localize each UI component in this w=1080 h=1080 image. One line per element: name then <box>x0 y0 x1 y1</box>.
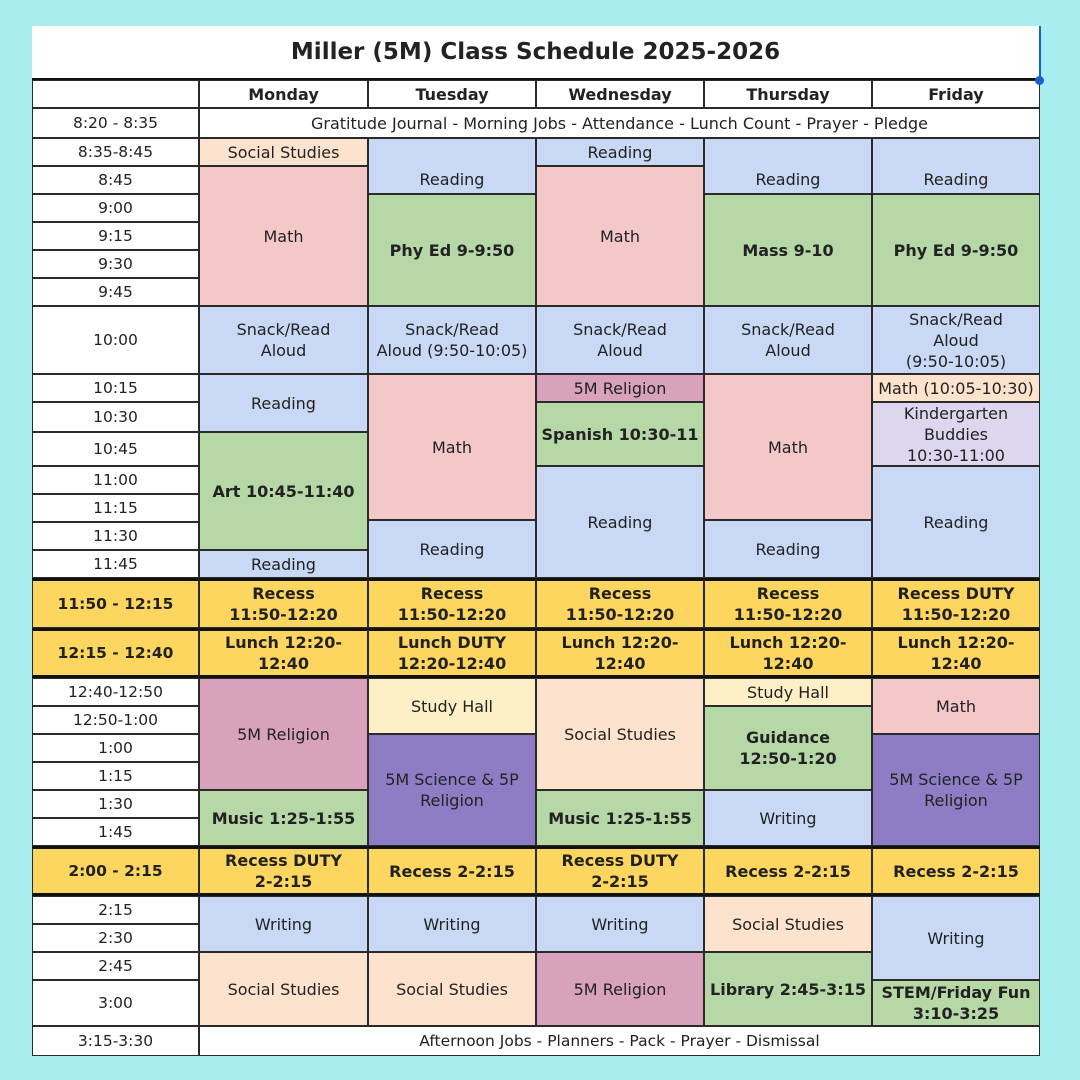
tue-lunch-duty[interactable]: Lunch DUTY 12:20-12:40 <box>368 628 536 678</box>
fri-recess-duty[interactable]: Recess DUTY 11:50-12:20 <box>872 578 1040 628</box>
tue-study-hall[interactable]: Study Hall <box>368 678 536 734</box>
mon-reading[interactable]: Reading <box>199 374 368 432</box>
tue-recess[interactable]: Recess 11:50-12:20 <box>368 578 536 628</box>
thu-reading[interactable]: Reading <box>704 138 872 194</box>
tue-reading-2[interactable]: Reading <box>368 520 536 578</box>
header-monday[interactable]: Monday <box>199 80 368 108</box>
wed-spanish[interactable]: Spanish 10:30-11 <box>536 402 704 466</box>
tue-snack[interactable]: Snack/Read Aloud (9:50-10:05) <box>368 306 536 374</box>
tue-science[interactable]: 5M Science & 5P Religion <box>368 734 536 846</box>
cell-selection-line <box>1039 26 1041 80</box>
mon-art[interactable]: Art 10:45-11:40 <box>199 432 368 550</box>
time-cell[interactable]: 11:30 <box>32 522 199 550</box>
thu-snack[interactable]: Snack/Read Aloud <box>704 306 872 374</box>
time-cell[interactable]: 12:40-12:50 <box>32 678 199 706</box>
thu-recess[interactable]: Recess 11:50-12:20 <box>704 578 872 628</box>
fri-math[interactable]: Math (10:05-10:30) <box>872 374 1040 402</box>
time-cell[interactable]: 1:45 <box>32 818 199 846</box>
time-cell[interactable]: 9:15 <box>32 222 199 250</box>
fri-lunch[interactable]: Lunch 12:20-12:40 <box>872 628 1040 678</box>
cell-selection-handle[interactable] <box>1035 76 1044 85</box>
time-cell[interactable]: 8:45 <box>32 166 199 194</box>
mon-social-studies-2[interactable]: Social Studies <box>199 952 368 1026</box>
thu-library[interactable]: Library 2:45-3:15 <box>704 952 872 1026</box>
mon-religion[interactable]: 5M Religion <box>199 678 368 790</box>
time-cell[interactable]: 1:30 <box>32 790 199 818</box>
fri-science[interactable]: 5M Science & 5P Religion <box>872 734 1040 846</box>
tue-math[interactable]: Math <box>368 374 536 520</box>
time-cell[interactable]: 1:00 <box>32 734 199 762</box>
fri-writing[interactable]: Writing <box>872 896 1040 980</box>
tue-reading[interactable]: Reading <box>368 138 536 194</box>
schedule-sheet <box>32 26 1040 1056</box>
wed-recess[interactable]: Recess 11:50-12:20 <box>536 578 704 628</box>
schedule-title[interactable]: Miller (5M) Class Schedule 2025-2026 <box>32 26 1040 80</box>
thu-recess-2[interactable]: Recess 2-2:15 <box>704 846 872 896</box>
wed-math[interactable]: Math <box>536 166 704 306</box>
tue-recess-2[interactable]: Recess 2-2:15 <box>368 846 536 896</box>
time-cell[interactable]: 10:30 <box>32 402 199 432</box>
mon-math[interactable]: Math <box>199 166 368 306</box>
wed-religion-2[interactable]: 5M Religion <box>536 952 704 1026</box>
time-cell[interactable]: 2:30 <box>32 924 199 952</box>
mon-writing[interactable]: Writing <box>199 896 368 952</box>
wed-lunch[interactable]: Lunch 12:20-12:40 <box>536 628 704 678</box>
tue-social-studies[interactable]: Social Studies <box>368 952 536 1026</box>
time-cell[interactable]: 9:00 <box>32 194 199 222</box>
time-cell[interactable]: 2:45 <box>32 952 199 980</box>
fri-recess-2[interactable]: Recess 2-2:15 <box>872 846 1040 896</box>
mon-recess-duty[interactable]: Recess DUTY 2-2:15 <box>199 846 368 896</box>
fri-math-2[interactable]: Math <box>872 678 1040 734</box>
wed-religion[interactable]: 5M Religion <box>536 374 704 402</box>
time-cell[interactable]: 10:00 <box>32 306 199 374</box>
time-cell[interactable]: 10:45 <box>32 432 199 466</box>
header-friday[interactable]: Friday <box>872 80 1040 108</box>
time-cell[interactable]: 10:15 <box>32 374 199 402</box>
time-cell[interactable]: 11:45 <box>32 550 199 578</box>
wed-reading[interactable]: Reading <box>536 138 704 166</box>
thu-mass[interactable]: Mass 9-10 <box>704 194 872 306</box>
time-cell[interactable]: 9:30 <box>32 250 199 278</box>
time-cell[interactable]: 3:15-3:30 <box>32 1026 199 1056</box>
thu-reading-2[interactable]: Reading <box>704 520 872 578</box>
header-wednesday[interactable]: Wednesday <box>536 80 704 108</box>
mon-snack[interactable]: Snack/Read Aloud <box>199 306 368 374</box>
time-cell[interactable]: 8:35-8:45 <box>32 138 199 166</box>
thu-study-hall[interactable]: Study Hall <box>704 678 872 706</box>
time-cell-recess-2[interactable]: 2:00 - 2:15 <box>32 846 199 896</box>
wed-snack[interactable]: Snack/Read Aloud <box>536 306 704 374</box>
fri-reading[interactable]: Reading <box>872 138 1040 194</box>
mon-recess[interactable]: Recess 11:50-12:20 <box>199 578 368 628</box>
header-thursday[interactable]: Thursday <box>704 80 872 108</box>
time-cell[interactable]: 2:15 <box>32 896 199 924</box>
wed-music[interactable]: Music 1:25-1:55 <box>536 790 704 846</box>
mon-music[interactable]: Music 1:25-1:55 <box>199 790 368 846</box>
time-cell[interactable]: 1:15 <box>32 762 199 790</box>
wed-reading-2[interactable]: Reading <box>536 466 704 578</box>
time-cell[interactable]: 9:45 <box>32 278 199 306</box>
fri-phy-ed[interactable]: Phy Ed 9-9:50 <box>872 194 1040 306</box>
fri-kindergarten-buddies[interactable]: Kindergarten Buddies 10:30-11:00 <box>872 402 1040 466</box>
time-cell[interactable]: 12:50-1:00 <box>32 706 199 734</box>
morning-banner[interactable]: Gratitude Journal - Morning Jobs - Attendance - Lunch Count - Prayer - Pledge <box>199 108 1040 138</box>
thu-lunch[interactable]: Lunch 12:20-12:40 <box>704 628 872 678</box>
wed-social-studies[interactable]: Social Studies <box>536 678 704 790</box>
thu-math[interactable]: Math <box>704 374 872 520</box>
mon-reading-2[interactable]: Reading <box>199 550 368 578</box>
mon-social-studies[interactable]: Social Studies <box>199 138 368 166</box>
thu-guidance[interactable]: Guidance 12:50-1:20 <box>704 706 872 790</box>
afternoon-banner[interactable]: Afternoon Jobs - Planners - Pack - Prayer - Dismissal <box>199 1026 1040 1056</box>
time-cell[interactable]: 11:00 <box>32 466 199 494</box>
thu-social-studies[interactable]: Social Studies <box>704 896 872 952</box>
time-cell[interactable]: 8:20 - 8:35 <box>32 108 199 138</box>
thu-writing[interactable]: Writing <box>704 790 872 846</box>
tue-writing[interactable]: Writing <box>368 896 536 952</box>
mon-lunch[interactable]: Lunch 12:20-12:40 <box>199 628 368 678</box>
header-corner[interactable] <box>32 80 199 108</box>
fri-stem[interactable]: STEM/Friday Fun 3:10-3:25 <box>872 980 1040 1026</box>
time-cell[interactable]: 11:15 <box>32 494 199 522</box>
time-cell-lunch[interactable]: 12:15 - 12:40 <box>32 628 199 678</box>
time-cell[interactable]: 3:00 <box>32 980 199 1026</box>
header-tuesday[interactable]: Tuesday <box>368 80 536 108</box>
fri-snack[interactable]: Snack/Read Aloud (9:50-10:05) <box>872 306 1040 374</box>
wed-recess-duty[interactable]: Recess DUTY 2-2:15 <box>536 846 704 896</box>
tue-phy-ed[interactable]: Phy Ed 9-9:50 <box>368 194 536 306</box>
fri-reading-2[interactable]: Reading <box>872 466 1040 578</box>
wed-writing[interactable]: Writing <box>536 896 704 952</box>
time-cell-recess[interactable]: 11:50 - 12:15 <box>32 578 199 628</box>
